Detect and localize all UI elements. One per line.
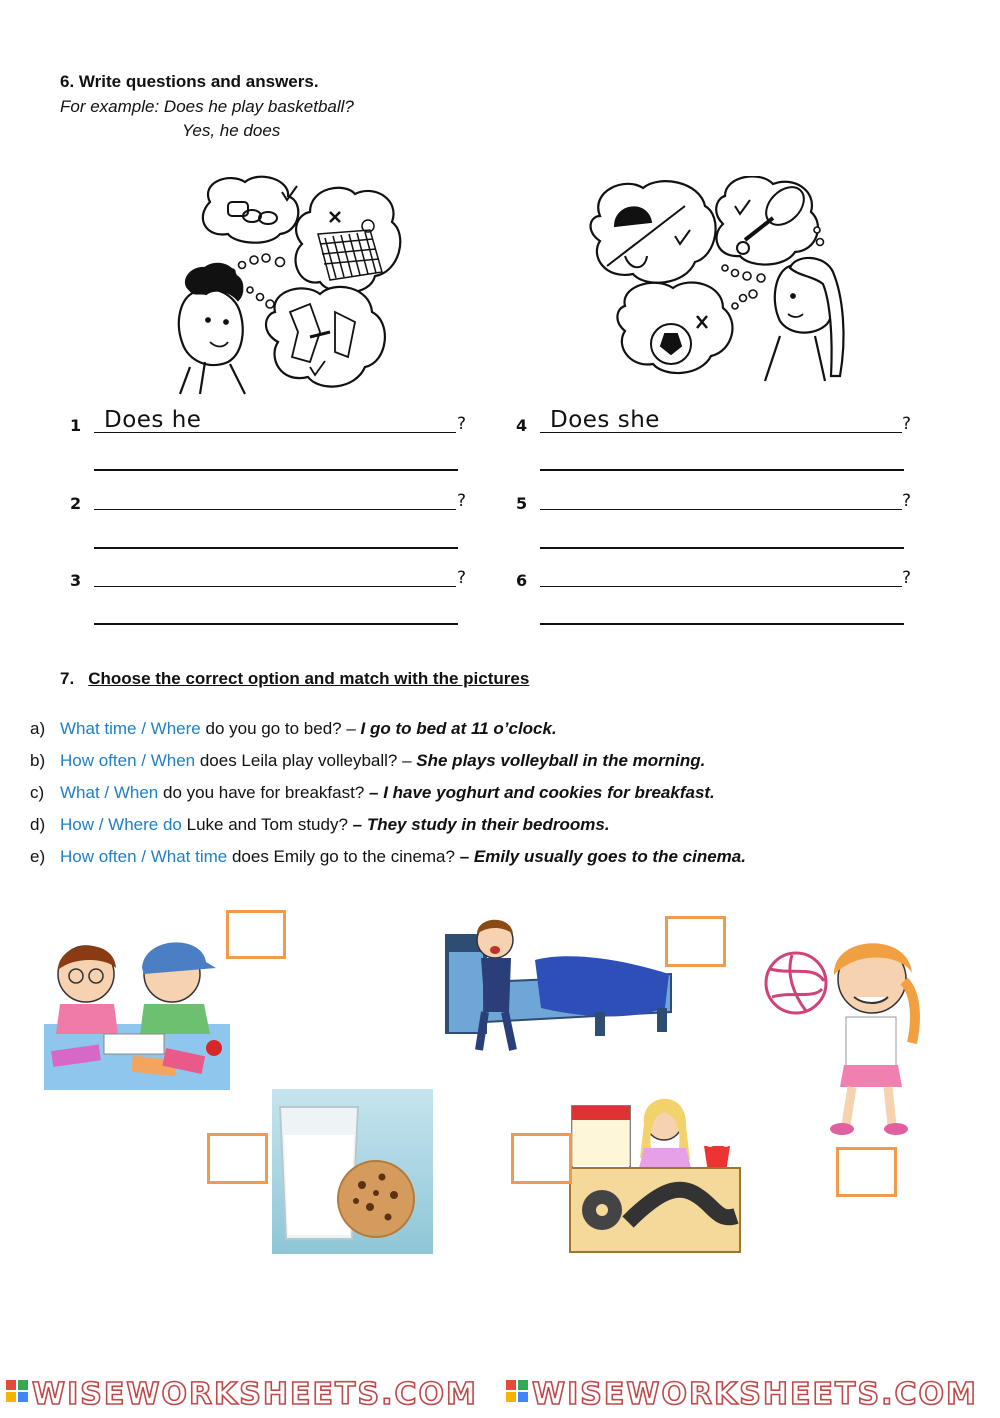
- svg-text:WISEWORKSHEETS.COM: WISEWORKSHEETS.COM: [532, 1377, 978, 1412]
- example-answer: Yes, he does: [182, 121, 281, 140]
- answer-line[interactable]: [540, 623, 904, 625]
- answer-line[interactable]: [94, 547, 458, 549]
- girl-thinking-illustration: [585, 176, 860, 401]
- question-letter: e): [30, 847, 46, 866]
- brand-logo: [0, 1370, 1000, 1413]
- row-number: 3: [70, 571, 82, 590]
- row-number: 1: [70, 416, 82, 435]
- question-answer: I go to bed at 11 o’clock.: [360, 719, 557, 738]
- boy-thinking-illustration: [170, 172, 420, 397]
- question-text: does Emily go to the cinema?: [227, 847, 460, 866]
- question-text: Luke and Tom study?: [181, 815, 353, 834]
- answer-line[interactable]: [540, 432, 902, 433]
- question-options[interactable]: How often / When: [60, 751, 196, 770]
- answer-box[interactable]: [226, 910, 286, 959]
- exercise-7-number: 7.: [60, 669, 75, 688]
- question-options[interactable]: How / Where do: [60, 815, 182, 834]
- answer-box[interactable]: [665, 916, 726, 967]
- question-letter: d): [30, 815, 46, 834]
- question-letter: b): [30, 751, 46, 770]
- question-mark: ?: [457, 414, 467, 434]
- cinema-stand-picture: [568, 1092, 743, 1254]
- answer-box[interactable]: [207, 1133, 268, 1184]
- row-number: 5: [516, 494, 528, 513]
- kids-studying-picture: [44, 922, 230, 1090]
- question-item: [30, 815, 610, 835]
- answer-line[interactable]: [540, 469, 904, 471]
- question-answer: – Emily usually goes to the cinema.: [459, 847, 746, 866]
- answer-line[interactable]: [94, 586, 456, 587]
- answer-box[interactable]: [836, 1147, 897, 1197]
- row-number: 4: [516, 416, 528, 435]
- question-answer: – I have yoghurt and cookies for breakfast.: [369, 783, 715, 802]
- exercise-6-title: 6. Write questions and answers.: [60, 72, 319, 91]
- milk-cookie-picture: [272, 1089, 433, 1254]
- answer-line[interactable]: [94, 509, 456, 510]
- girl-volleyball-picture: [762, 925, 922, 1137]
- answer-line[interactable]: [94, 432, 456, 433]
- question-item: [30, 847, 746, 867]
- svg-text:WISEWORKSHEETS.COM: WISEWORKSHEETS.COM: [32, 1377, 478, 1412]
- question-options[interactable]: What time / Where: [60, 719, 201, 738]
- question-text: do you go to bed? –: [200, 719, 361, 738]
- question-mark: ?: [457, 568, 467, 588]
- question-letter: a): [30, 719, 46, 738]
- answer-box[interactable]: [511, 1133, 572, 1184]
- question-answer: She plays volleyball in the morning.: [416, 751, 706, 770]
- question-item: [30, 751, 705, 771]
- answer-line[interactable]: [540, 509, 902, 510]
- question-text: does Leila play volleyball? –: [195, 751, 417, 770]
- prefill-text: Does he: [104, 407, 202, 433]
- question-answer: – They study in their bedrooms.: [352, 815, 610, 834]
- question-mark: ?: [902, 414, 912, 434]
- answer-line[interactable]: [540, 547, 904, 549]
- answer-line[interactable]: [94, 623, 458, 625]
- question-letter: c): [30, 783, 45, 802]
- exercise-7-title: [60, 669, 529, 689]
- question-mark: ?: [457, 491, 467, 511]
- question-item: [30, 783, 715, 803]
- question-mark: ?: [902, 568, 912, 588]
- example-question: For example: Does he play basketball?: [60, 97, 354, 116]
- question-options[interactable]: How often / What time: [60, 847, 228, 866]
- prefill-text: Does she: [550, 407, 660, 433]
- footer-banner: [0, 1370, 1000, 1413]
- row-number: 6: [516, 571, 528, 590]
- question-text: do you have for breakfast?: [158, 783, 370, 802]
- row-number: 2: [70, 494, 82, 513]
- question-options[interactable]: What / When: [60, 783, 159, 802]
- answer-line[interactable]: [94, 469, 458, 471]
- answer-line[interactable]: [540, 586, 902, 587]
- exercise-7-heading: Choose the correct option and match with the pictures: [88, 669, 530, 688]
- question-mark: ?: [902, 491, 912, 511]
- boy-bed-picture: [445, 912, 675, 1057]
- question-item: [30, 719, 557, 739]
